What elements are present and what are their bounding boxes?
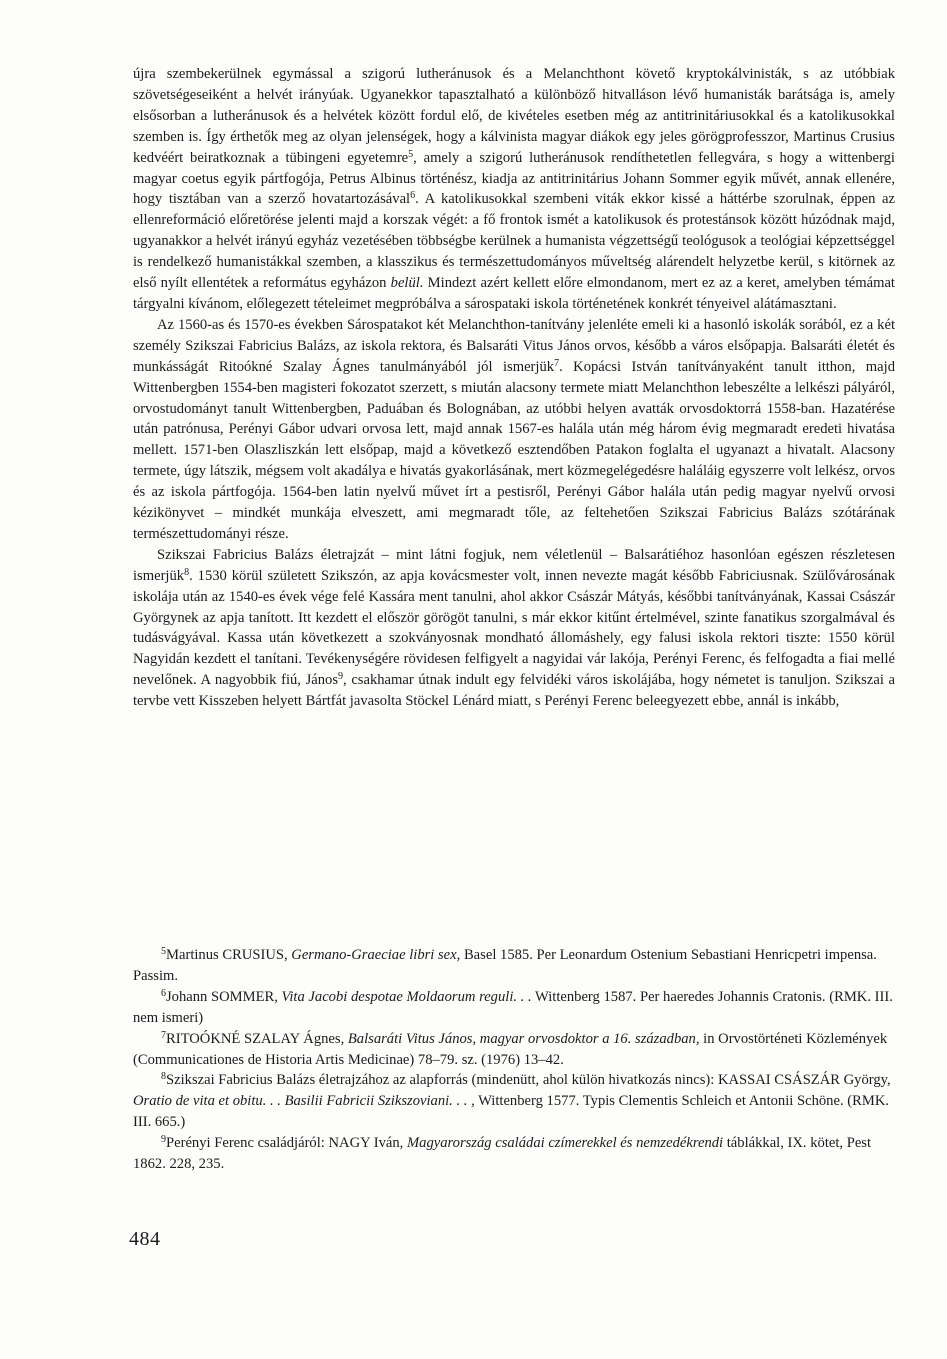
footnote-text: Perényi Ferenc családjáról: NAGY Iván, (166, 1135, 407, 1152)
footnote-italic-text: Magyarország családai czímerekkel és nemzedékrendi (406, 1135, 724, 1152)
footnote-text: Basel 1585. Per Leonardum Ostenium Sebastiani Henricpetri impensa. Passim. (133, 947, 877, 984)
footnote (133, 1029, 895, 1071)
paragraph-italic-text: belül. (390, 275, 424, 292)
paragraph (133, 315, 895, 545)
paragraph-text: . 1530 körül született Szikszón, az apja kovácsmester volt, innen nevezte magát később Fabriciusnak. Szülővárosának iskolája után az 1540-es évek vége felé Kassára ment tanulni, ahol akkor Császár Mátyás, későbbi tanítványának, Kassai Császár Györgynek az apja tanított. Itt kezdett el először görögöt tanulni, s már ekkor kitűnt értelmével, szinte fanatikus szorgalmával és tudásvágyával. Kassa után következett a szokványosnak mondható állomáshely, egy falusi iskola rektori tiszte: 1550 körül Nagyidán kezdett el tanítani. Tevékenységére rövidesen felfigyelt a nagyidai vár lakója, Perényi Ferenc, és felfogadta a fiai mellé nevelőnek. A nagyobbik fiú, János (133, 567, 895, 689)
footnote-text: Wittenberg 1587. Per haeredes Johannis Cratonis. (RMK. III. nem ismeri) (133, 988, 893, 1026)
footnote-marker: 9 (338, 671, 344, 683)
footnote-marker: 7 (161, 1029, 166, 1041)
footnote (133, 945, 895, 987)
footnote-italic-text: Vita Jacobi despotae Moldaorum reguli. . . (281, 988, 532, 1005)
footnote-marker: 5 (161, 946, 166, 957)
footnote (133, 987, 895, 1029)
paragraph-text: Mindezt azért kellett előre elmondanom, mert ez az a keret, amelyben témámat tárgyalni kívánom, előlegezett tételeimet megpróbálva a sárospataki iskola történetének konkrét tényeivel alátámasztani. (133, 275, 895, 312)
paragraph-text: , amely a szigorú lutheránusok rendíthetetlen fellegvára, s hogy a wittenbergi magyar coetus egyik pártfogója, Petrus Albinus történész, kiadja az antitrinitárius Johann Sommer egyik művét, annak ellenére, hogy tisztában van a szerző hovatartozásával (133, 149, 895, 208)
footnote-marker: 8 (184, 566, 190, 578)
paragraph-text: Szikszai Fabricius Balázs életrajzát – mint látni fogjuk, nem véletlenül – Balsarátiéhoz hasonlóan egészen részletesen ismerjük (133, 546, 895, 584)
footnote-italic-text: Germano-Graeciae libri sex, (291, 947, 461, 963)
footnote-marker: 5 (408, 148, 414, 160)
footnote (133, 1133, 895, 1175)
paragraph (133, 545, 895, 712)
footnote-text: Martinus CRUSIUS, (166, 947, 292, 963)
main-text (133, 64, 895, 712)
paragraph-text: . Kopácsi István tanítványaként tanult itthon, majd Wittenbergben 1554-ben magisteri fokozatot szerzett, s miután alacsony termete miatt Melanchthon lebeszélte a lelkészi pályáról, orvostudományt tanult Wittenbergben, Paduában és Bolognában, az utóbbi helyen avatták orvosdoktorrá 1558-ban. Hazatérése után patrónusa, Perényi Gábor udvari orvosa lett, majd annak 1567-es halála után még három évig megmaradt eredeti hivatása mellett. 1571-ben Olaszliszkán lett elsőpap, majd a következő esztendőben Patakon foglalta el ugyanazt a hivatalt. Alacsony termete, úgy látszik, mégsem volt akadálya e hivatás gyakorlásának, mert közmegelégedésre haláláig egyszerre volt lelkész, orvos és az iskola pártfogója. 1564-ben latin nyelvű művet írt a pestisről, Perényi Gábor halála után pedig magyar nyelvű orvosi kézikönyvet – mindkét munkája elveszett, ami megmaradt tőle, az feltehetően Szikszai Fabricius Balázs szótárának természettudományi része. (133, 358, 895, 542)
footnote-marker: 6 (410, 190, 416, 202)
footnote-text: Wittenberg 1577. Typis Clementis Schleich et Antonii Schöne. (RMK. III. 665.) (133, 1093, 890, 1131)
footnote-italic-text: Balsaráti Vitus János, magyar orvosdoktor a 16. században, (347, 1030, 700, 1047)
paragraph-text: . A katolikusokkal szembeni viták ekkor kissé a háttérbe szorulnak, éppen az ellenreformáció előretörése jelenti majd a korszak végét: a fő frontok ismét a katolikusok és protestánsok között húzódnak majd, ugyanakkor a helvét irányú egyház vezetésében többségbe kerülnek a humanista végzettségű teológusok a teológiai képzettséggel is rendelkező humanistákkal szemben, a klasszikus és természettudományos műveltség alárendelt helyzetbe kerül, s kitörnek az első nyílt ellentétek a református egyházon (133, 191, 895, 292)
footnote (133, 1070, 895, 1133)
footnote-marker: 6 (161, 987, 166, 999)
footnote-text: Szikszai Fabricius Balázs életrajzához az alapforrás (mindenütt, ahol külön hivatkozás nincs): KASSAI CSÁSZÁR György, (166, 1072, 891, 1089)
footnote-marker: 8 (161, 1071, 166, 1083)
footnote-marker: 7 (554, 357, 560, 369)
page-number: 484 (129, 1228, 161, 1250)
footnote-text: in Orvostörténeti Közlemények (Communicationes de Historia Artis Medicinae) 78–79. sz. (1976) 13–42. (133, 1030, 888, 1068)
footnote-text: táblákkal, IX. kötet, Pest 1862. 228, 235. (133, 1135, 872, 1173)
footnote-italic-text: Oratio de vita et obitu. . . Basilii Fabricii Szikszoviani. . . , (133, 1093, 475, 1110)
paragraph-text: , csakhamar útnak indult egy felvidéki város iskolájába, hogy németet is tanuljon. Szikszai a tervbe vett Kisszeben helyett Bártfát javasolta Stöckel Lénárd miatt, s Perényi Ferenc beleegyezett ebbe, annál is inkább, (133, 672, 895, 710)
footnote-text: RITOÓKNÉ SZALAY Ágnes, (166, 1030, 348, 1047)
footnotes (133, 945, 895, 1175)
paragraph-text: újra szembekerülnek egymással a szigorú lutheránusok és a Melanchthont követő kryptokálvinisták, s az utóbbiak szövetségeseiként a helvét irányúak. Ugyanekkor tapasztalható a különböző hitvalláson lévő humanisták barátsága is, amely elsősorban a lutheránusok és a helvétek között fordul elő, de kivételes esetben még az antitrinitáriusokkal és a katolikusokkal szemben is. Így érthetők meg az olyan jelenségek, hogy a kálvinista magyar diákok egy jeles görögprofesszor, Martinus Crusius kedvéért beiratkoznak a tübingeni egyetemre (133, 66, 895, 166)
paragraph (133, 64, 895, 315)
paragraph-text: Az 1560-as és 1570-es években Sárospatakot két Melanchthon-tanítvány jelenléte emeli ki a hasonló iskolák sorából, ez a két személy Szikszai Fabricius Balázs, az iskola rektora, és Balsaráti Vitus János orvos, később a város elsőpapja. Balsaráti életét és munkásságát Ritoókné Szalay Ágnes tanulmányából jól ismerjük (133, 316, 895, 375)
footnote-text: Johann SOMMER, (166, 988, 282, 1005)
footnote-marker: 9 (161, 1134, 166, 1146)
